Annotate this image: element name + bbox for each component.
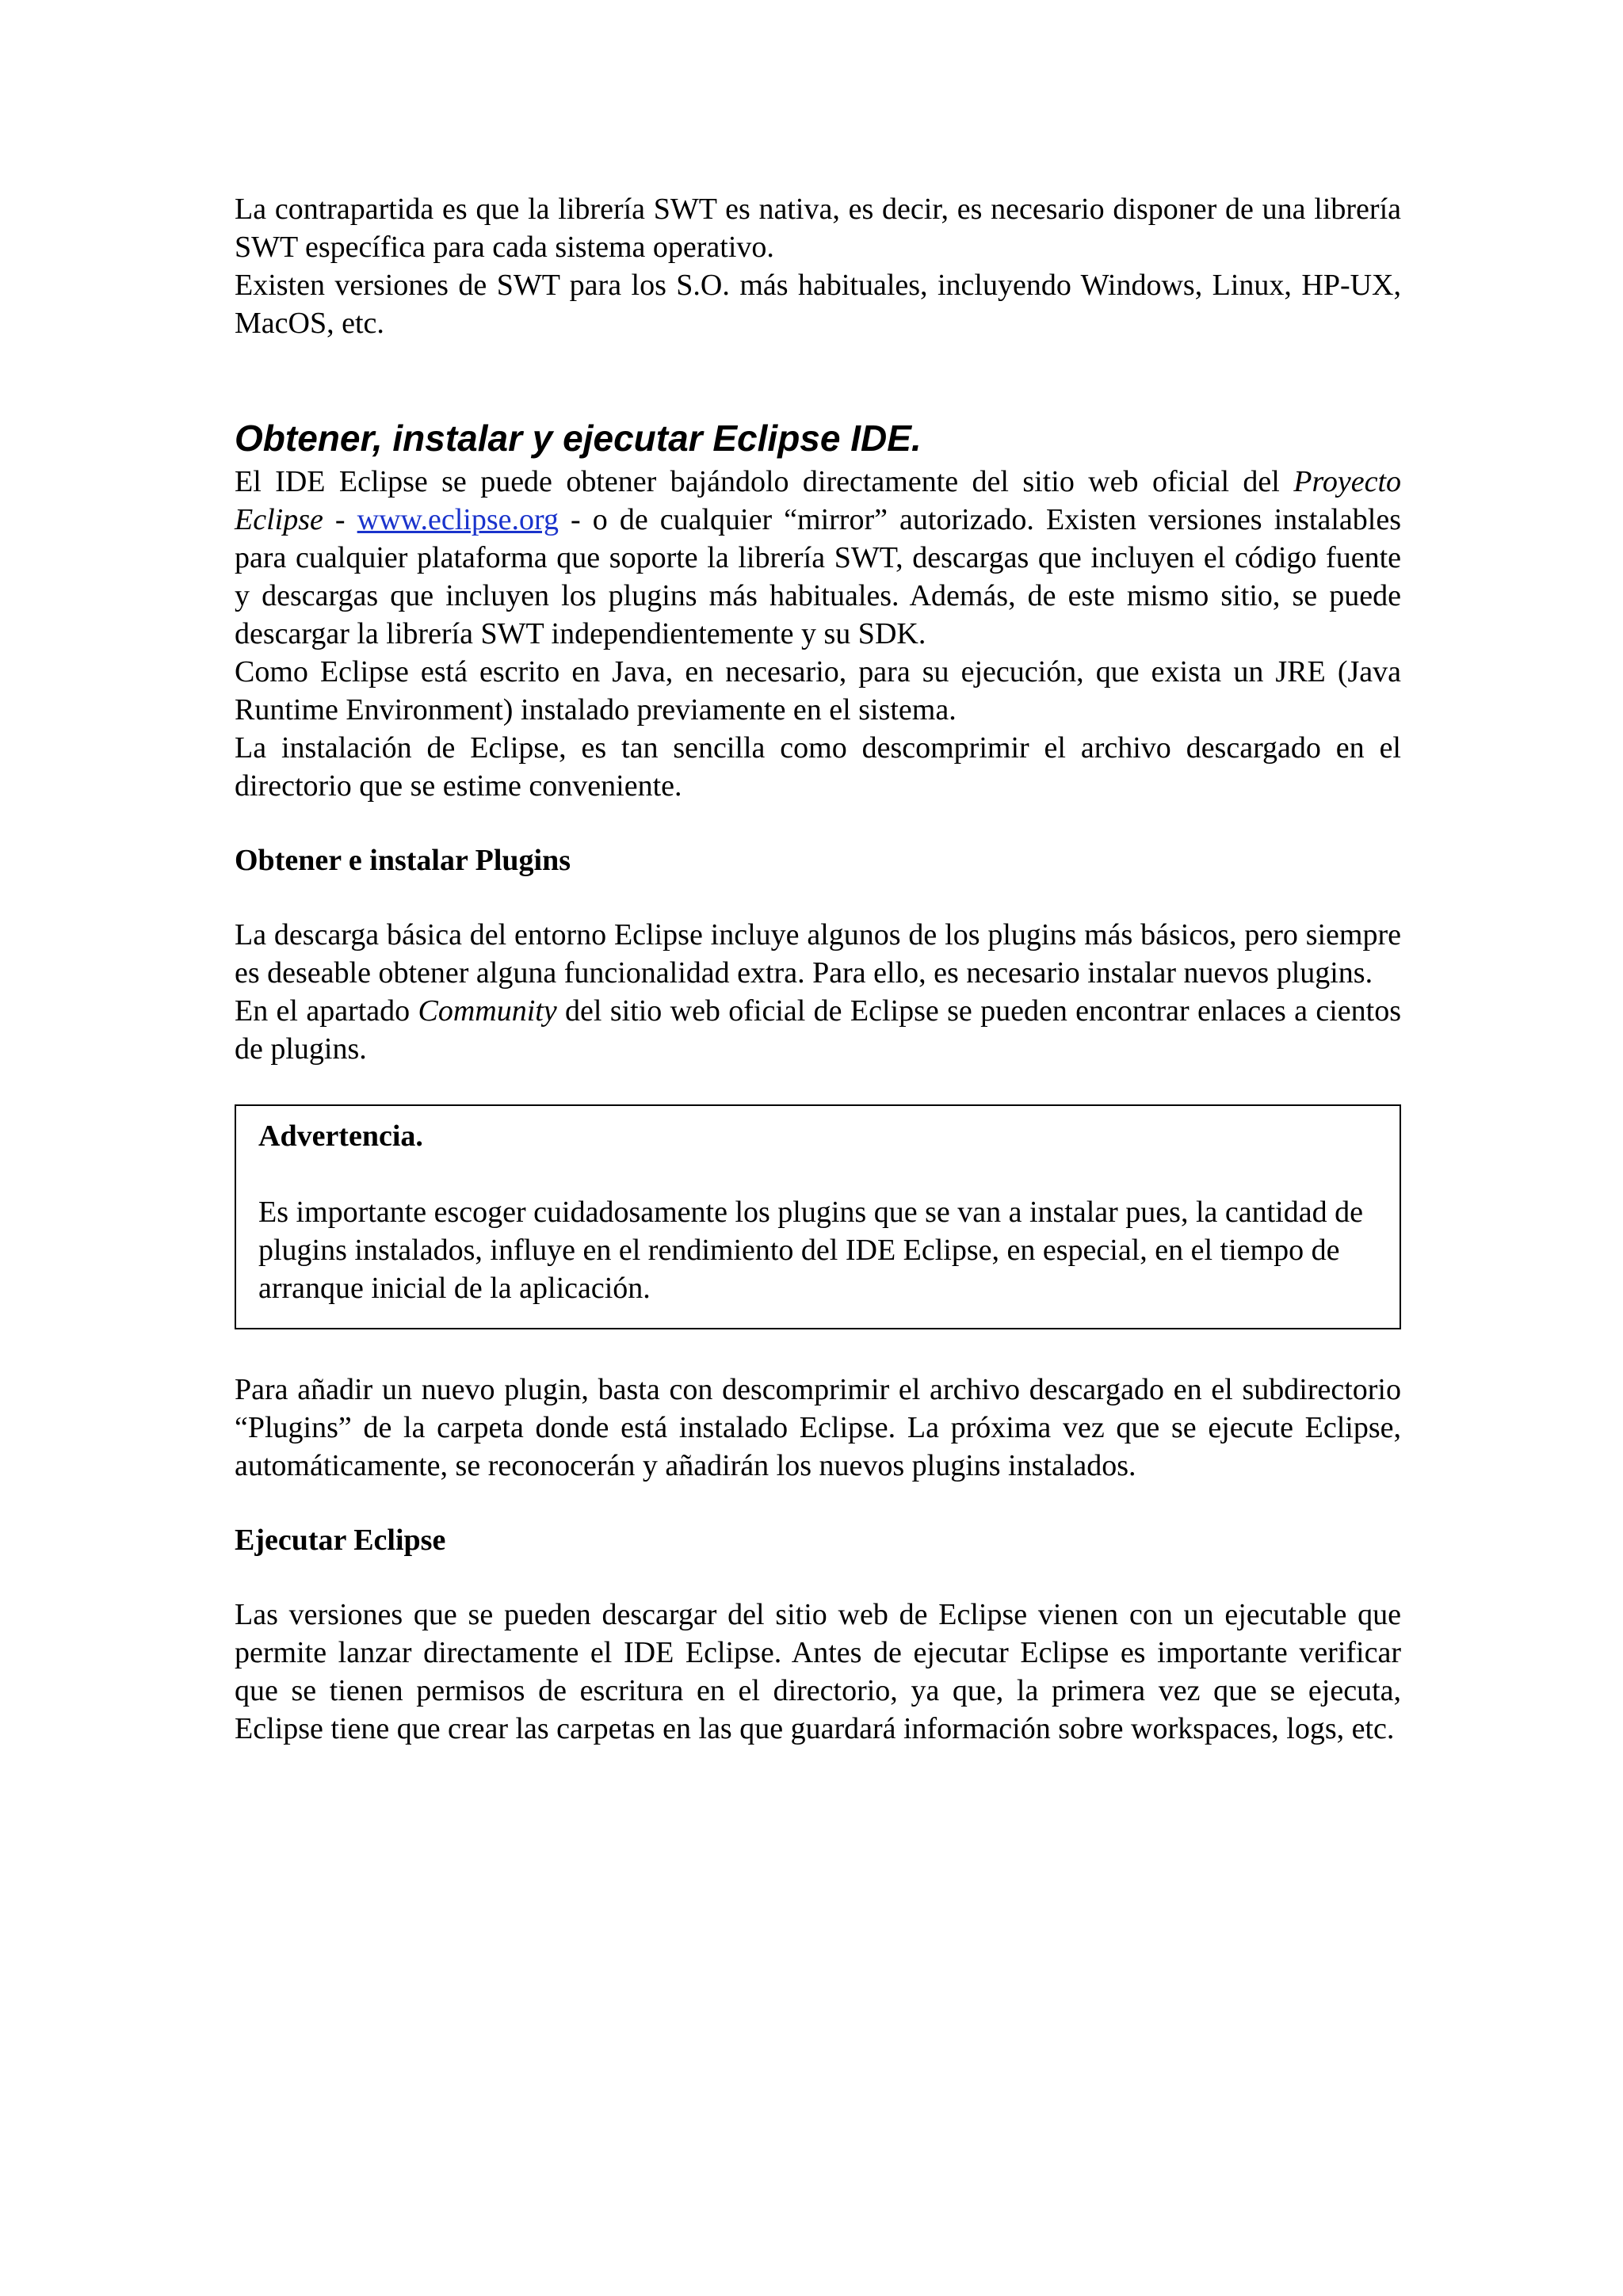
plugins-paragraph-1: La descarga básica del entorno Eclipse incluye algunos de los plugins más básicos, pero siempre es deseable obtener alguna funcionalidad extra. Para ello, es necesario instalar nuevos plugins. [235, 918, 1401, 990]
run-heading: Ejecutar Eclipse [235, 1524, 446, 1557]
spacer [235, 1485, 1401, 1521]
section-p1-text-a: El IDE Eclipse se puede obtener bajándolo directamente del sitio web oficial del [235, 465, 1294, 498]
section-paragraph-3: La instalación de Eclipse, es tan sencilla como descomprimir el archivo descargado en el directorio que se estime conveniente. [235, 731, 1401, 803]
community-term: Community [418, 994, 557, 1028]
section-heading: Obtener, instalar y ejecutar Eclipse IDE. [235, 418, 922, 459]
eclipse-website-link[interactable]: www.eclipse.org [357, 503, 559, 536]
section-paragraph-2: Como Eclipse está escrito en Java, en necesario, para su ejecución, que exista un JRE (Java Runtime Environment) instalado previamente en el sistema. [235, 655, 1401, 727]
spacer [235, 805, 1401, 841]
warning-box [235, 1104, 1401, 1329]
spacer [235, 1068, 1401, 1104]
intro-paragraph-2: Existen versiones de SWT para los S.O. más habituales, incluyendo Windows, Linux, HP-UX, MacOS, etc. [235, 269, 1401, 340]
run-paragraph-1: Las versiones que se pueden descargar del sitio web de Eclipse vienen con un ejecutable que permite lanzar directamente el IDE Eclipse. Antes de ejecutar Eclipse es importante verificar que se tienen permisos de escritura en el directorio, ya que, la primera vez que se ejecuta, Eclipse tiene que crear las carpetas en las que guardará información sobre workspaces, logs, etc. [235, 1598, 1401, 1745]
section-p1-text-b: - [323, 503, 357, 536]
spacer [235, 342, 1401, 414]
spacer [235, 1559, 1401, 1596]
intro-paragraph-1: La contrapartida es que la librería SWT es nativa, es decir, es necesario disponer de una librería SWT específica para cada sistema operativo. [235, 193, 1401, 264]
plugins-p2-text-a: En el apartado [235, 994, 418, 1028]
plugins-paragraph-2 [235, 992, 1401, 1068]
plugins-p2-text-b: del sitio web oficial de Eclipse se pueden encontrar enlaces a cientos de plugins. [235, 994, 1401, 1066]
plugins-heading: Obtener e instalar Plugins [235, 844, 571, 877]
warning-text: Es importante escoger cuidadosamente los plugins que se van a instalar pues, la cantidad de plugins instalados, influye en el rendimiento del IDE Eclipse, en especial, en el tiempo de arranque inicial de la aplicación. [258, 1196, 1363, 1305]
document-page [235, 190, 1401, 1748]
project-name: Proyecto Eclipse [235, 465, 1401, 536]
spacer [235, 1329, 1401, 1371]
spacer [258, 1155, 1377, 1193]
plugins-paragraph-3: Para añadir un nuevo plugin, basta con descomprimir el archivo descargado en el subdirectorio “Plugins” de la carpeta donde está instalado Eclipse. La próxima vez que se ejecute Eclipse, automáticamente, se reconocerán y añadirán los nuevos plugins instalados. [235, 1373, 1401, 1482]
warning-title: Advertencia. [258, 1119, 423, 1153]
section-p1-text-c: - o de cualquier “mirror” autorizado. Existen versiones instalables para cualquier plataforma que soporte la librería SWT, descargas que incluyen el código fuente y descargas que incluyen los plugins más habituales. Además, de este mismo sitio, se puede descargar la librería SWT independientemente y su SDK. [235, 503, 1401, 650]
section-paragraph-1 [235, 463, 1401, 653]
spacer [235, 879, 1401, 916]
